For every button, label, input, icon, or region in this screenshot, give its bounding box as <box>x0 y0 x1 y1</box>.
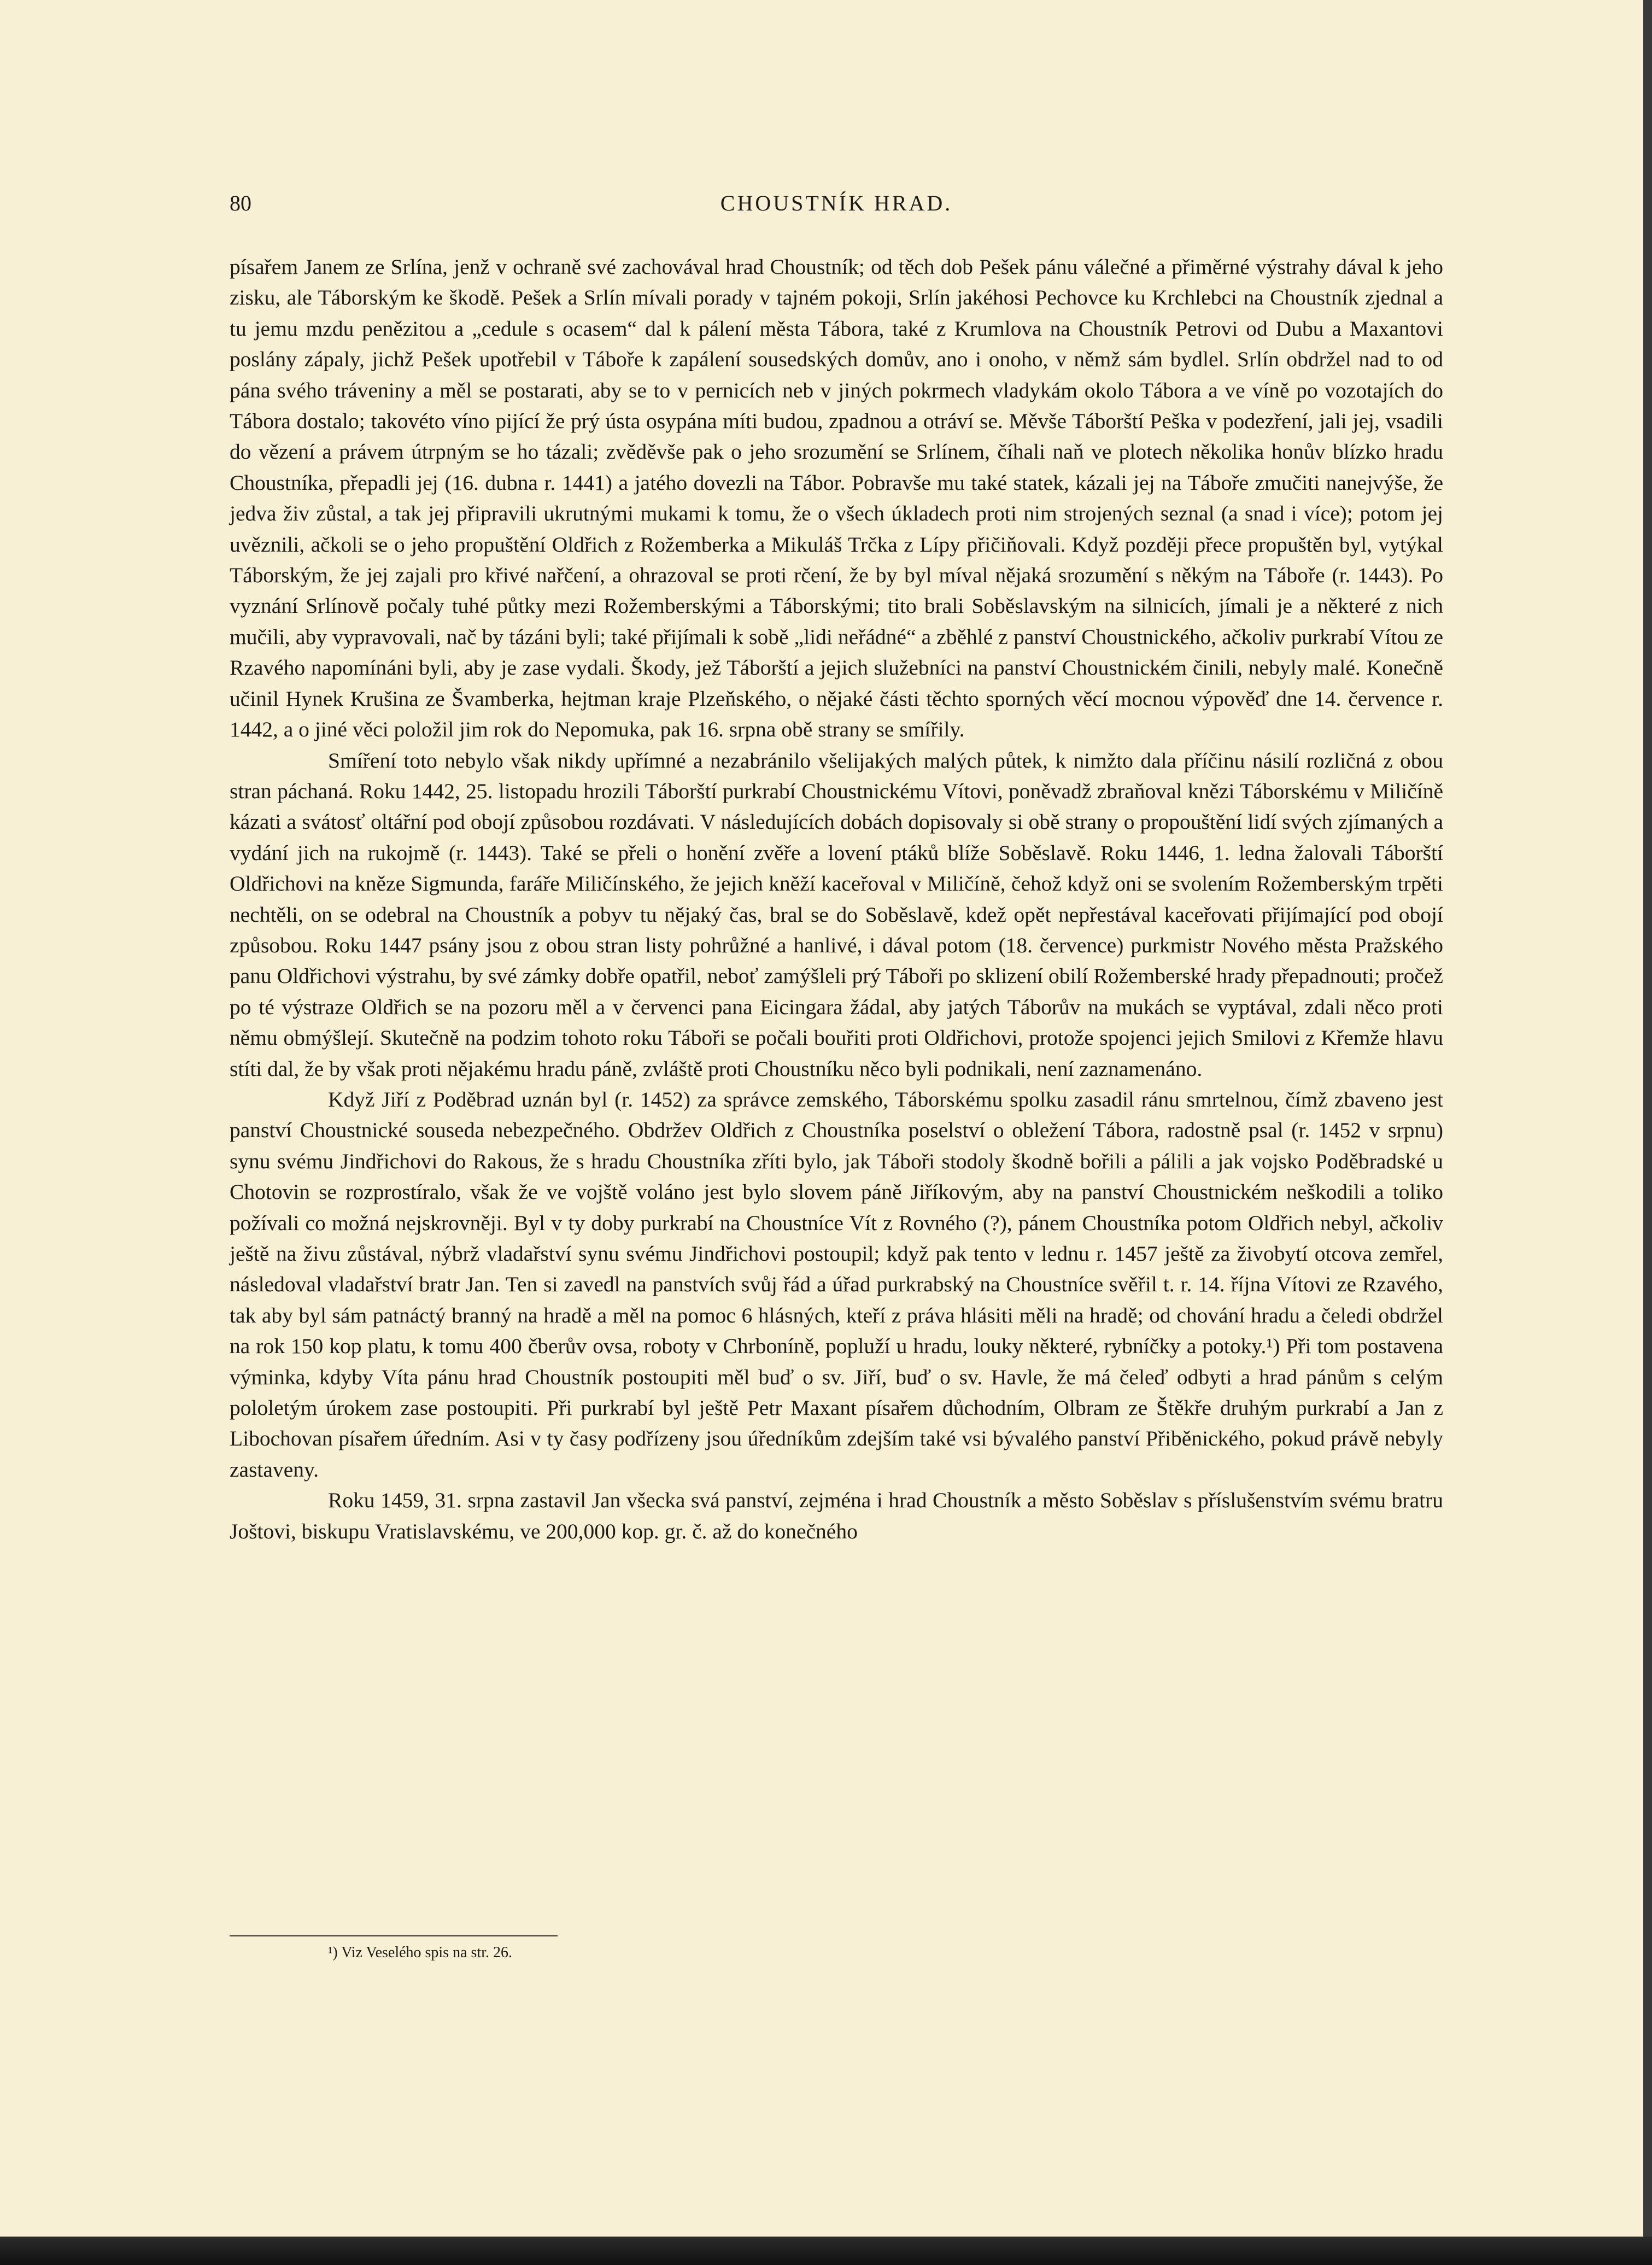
scan-edge-bottom <box>0 2237 1652 2265</box>
paragraph: Roku 1459, 31. srpna zastavil Jan všecka svá panství, zejména i hrad Choustník a město Soběslav s příslušenstvím svému bratru Joštovi, biskupu Vratislavskému, ve 200,000 kop. gr. č. až do konečného <box>230 1488 1443 1543</box>
footnote: ¹) Viz Veselého spis na str. 26. <box>328 1944 512 1961</box>
paragraph: písařem Janem ze Srlína, jenž v ochraně své zachovával hrad Choustník; od těch dob Pešek pánu válečné a přiměrné výstrahy dával k jeho zisku, ale Táborským ke škodě. Pešek a Srlín mívali porady v tajném pokoji, Srlín jakéhosi Pechovce ku Krchlebci na Choustník zjednal a tu jemu mzdu penězitou a „cedule s ocasem“ dal k pálení města Tábora, také z Krumlova na Choustník Petrovi od Dubu a Maxantovi poslány zápaly, jichž Pešek upotřebil v Táboře k zapálení sousedských domův, ano i onoho, v němž sám bydlel. Srlín obdržel nad to od pána svého tráveniny a měl se postarati, aby se to v pernicích neb v jiných pokrmech vladykám okolo Tábora a ve víně po vozotajích do Tábora dostalo; takovéto víno pijící že prý ústa osypána míti budou, zpadnou a otráví se. Měvše Táborští Peška v podezření, jali jej, vsadili do vězení a právem útrpným se ho tázali; zvěděvše pak o jeho srozumění se Srlínem, číhali naň ve plotech několika honův blízko hradu Choustníka, přepadli jej (16. dubna r. 1441) a jatého dovezli na Tábor. Pobravše mu také statek, kázali jej na Táboře zmučiti nanejvýše, že jedva živ zůstal, a tak jej připravili ukrutnými mukami k tomu, že o všech úkladech proti nim strojených seznal (a snad i více); potom jej uvěznili, ačkoli se o jeho propuštění Oldřich z Rožemberka a Mikuláš Trčka z Lípy přičiňovali. Když později přece propuštěn byl, vytýkal Táborským, že jej zajali pro křivé nařčení, a ohrazoval se proti rčení, že by byl míval nějaká srozumění s někým na Táboře (r. 1443). Po vyznání Srlínově počaly tuhé půtky mezi Rožemberskými a Táborskými; tito brali Soběslavským na silnicích, jímali je a některé z nich mučili, aby vypravovali, nač by tázáni byli; také přijímali k sobě „lidi neřádné“ a zběhlé z panství Choustnického, ačkoliv purkrabí Vítou ze Rzavého napomínáni byli, aby je zase vydali. Škody, jež Táborští a jejich služebníci na panství Choustnickém činili, nebyly malé. Konečně učinil Hynek Krušina ze Švamberka, hejtman kraje Plzeňského, o nějaké části těchto sporných věcí mocnou výpověď dne 14. července r. 1442, a o jiné věci položil jim rok do Nepomuka, pak 16. srpna obě strany se smířily. <box>230 255 1443 742</box>
paragraph: Smíření toto nebylo však nikdy upřímné a nezabránilo všelijakých malých půtek, k nimžto dala příčinu násilí rozličná z obou stran páchaná. Roku 1442, 25. listopadu hrozili Táborští purkrabí Choustnickému Vítovi, poněvadž zbraňoval knězi Táborskému v Miličíně kázati a svátosť oltářní pod obojí způsobou rozdávati. V následujících dobách dopisovaly si obě strany o propouštění lidí svých zjímaných a vydání jich na rukojmě (r. 1443). Také se přeli o honění zvěře a lovení ptáků blíže Soběslavě. Roku 1446, 1. ledna žalovali Táborští Oldřichovi na kněze Sigmunda, faráře Miličínského, že jejich kněží kaceřoval v Miličíně, čehož když oni se svolením Rožemberským trpěti nechtěli, on se odebral na Choustník a pobyv tu nějaký čas, bral se do Soběslavě, kdež opět nepřestával kaceřovati přijímající pod obojí způsobou. Roku 1447 psány jsou z obou stran listy pohrůžné a hanlivé, i dával potom (18. července) purkmistr Nového města Pražského panu Oldřichovi výstrahu, by své zámky dobře opatřil, neboť zamýšleli prý Táboři po sklizení obilí Rožemberské hrady přepadnouti; pročež po té výstraze Oldřich se na pozoru měl a v červenci pana Eicingara žádal, aby jatých Táborův na mukách se vyptával, zdali něco proti němu obmýšlejí. Skutečně na podzim tohoto roku Táboři se počali bouřiti proti Oldřichovi, protože spojenci jejich Smilovi z Křemže hlavu stíti dal, že by však proti nějakému hradu páně, zvláště proti Choustníku něco byli podnikali, není zaznamenáno. <box>230 748 1443 1081</box>
paragraph: Když Jiří z Poděbrad uznán byl (r. 1452) za správce zemského, Táborskému spolku zasadil ránu smrtelnou, čímž zbaveno jest panství Choustnické souseda nebezpečného. Obdržev Oldřich z Choustníka poselství o obležení Tábora, radostně psal (r. 1452 v srpnu) synu svému Jindřichovi do Rakous, že s hradu Choustníka zříti bylo, jak Táboři stodoly škodně bořili a pálili a jak vojsko Poděbradské u Chotovin se rozprostíralo, však že ve vojště voláno jest bylo slovem páně Jiříkovým, aby na panství Choustnickém neškodili a toliko požívali co možná nejskrovněji. Byl v ty doby purkrabí na Choustníce Vít z Rovného (?), pánem Choustníka potom Oldřich nebyl, ačkoliv ještě na živu zůstával, nýbrž vladařství synu svému Jindřichovi postoupil; když pak tento v lednu r. 1457 ještě za živobytí otcova zemřel, následoval vladařství bratr Jan. Ten si zavedl na panstvích svůj řád a úřad purkrabský na Choustníce svěřil t. r. 14. října Vítovi ze Rzavého, tak aby byl sám patnáctý branný na hradě a měl na pomoc 6 hlásných, kteří z práva hlásiti měli na hradě; od chování hradu a čeledi obdržel na rok 150 kop platu, k tomu 400 čberův ovsa, roboty v Chrboníně, popluží u hradu, louky některé, rybníčky a potoky.¹) Při tom postavena výminka, kdyby Víta pánu hrad Choustník postoupiti měl buď o sv. Jiří, buď o sv. Havle, že má čeleď odbyti a hrad pánům s celým pololetým úrokem zase postoupiti. Při purkrabí byl ještě Petr Maxant písařem důchodním, Olbram ze Štěkře druhým purkrabí a Jan z Libochovan písařem úředním. Asi v ty časy podřízeny jsou úředníkům zdejším také vsi bývalého panství Přiběnického, pokud právě nebyly zastaveny. <box>230 1087 1443 1482</box>
page-header <box>230 190 1443 234</box>
footnote-divider <box>230 1935 558 1936</box>
page-number: 80 <box>230 191 251 215</box>
body-text <box>230 251 1443 1547</box>
scan-edge-right <box>1643 0 1652 2265</box>
running-title: CHOUSTNÍK HRAD. <box>720 191 953 215</box>
